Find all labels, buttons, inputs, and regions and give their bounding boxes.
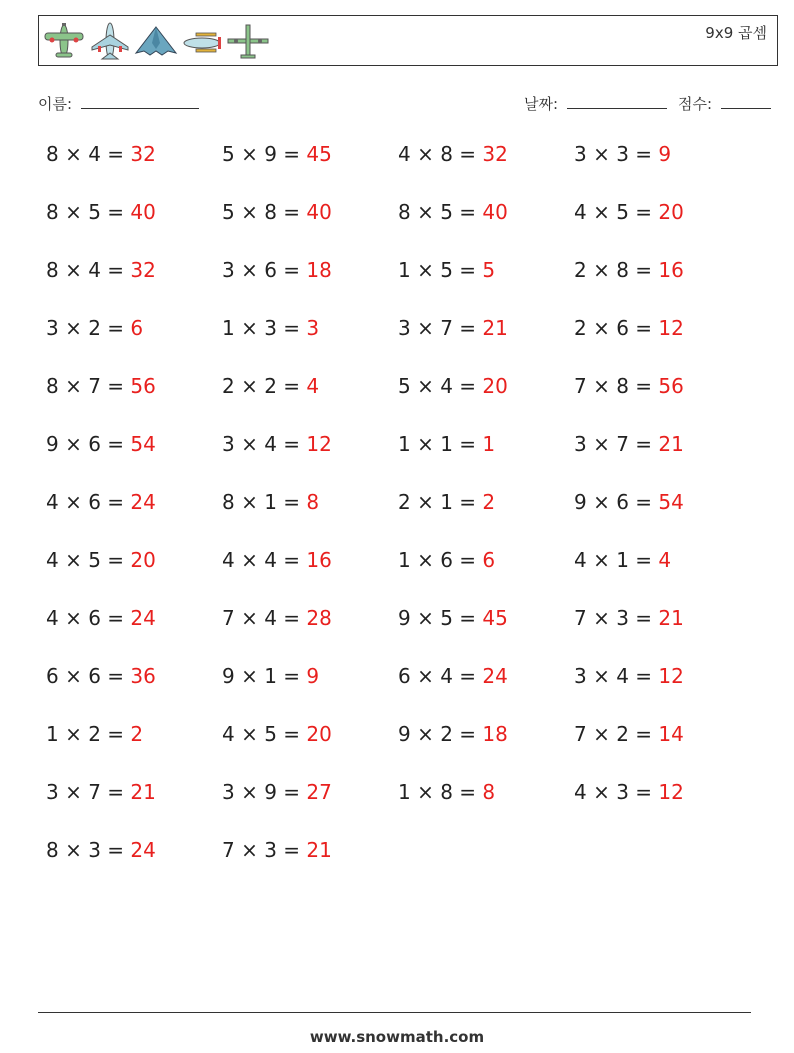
problem-answer: 54 — [130, 432, 156, 456]
problem-answer: 32 — [482, 142, 508, 166]
problem-answer: 16 — [658, 258, 684, 282]
problem-answer: 28 — [306, 606, 332, 630]
problem-answer: 6 — [482, 548, 496, 572]
problem-item — [46, 780, 156, 804]
problem-item — [222, 200, 332, 224]
problem-item — [574, 780, 684, 804]
problem-answer: 45 — [482, 606, 508, 630]
problem-question: 4 × 5 = — [46, 548, 131, 572]
problem-answer: 18 — [306, 258, 332, 282]
score-blank[interactable] — [721, 93, 771, 109]
problem-answer: 20 — [658, 200, 684, 224]
problem-question: 5 × 4 = — [398, 374, 483, 398]
problem-question: 3 × 7 = — [398, 316, 483, 340]
problem-question: 3 × 3 = — [574, 142, 659, 166]
problem-answer: 3 — [306, 316, 320, 340]
problem-item — [574, 258, 684, 282]
problem-answer: 12 — [306, 432, 332, 456]
problem-question: 9 × 5 = — [398, 606, 483, 630]
green-propeller-plane-icon — [42, 19, 86, 63]
footer-divider — [38, 1012, 751, 1013]
problem-question: 1 × 2 = — [46, 722, 131, 746]
problem-answer: 24 — [482, 664, 508, 688]
problem-item — [222, 780, 332, 804]
problem-question: 7 × 3 = — [574, 606, 659, 630]
problem-answer: 40 — [130, 200, 156, 224]
problem-question: 2 × 8 = — [574, 258, 659, 282]
problem-answer: 2 — [482, 490, 496, 514]
problem-answer: 54 — [658, 490, 684, 514]
problem-item — [574, 664, 684, 688]
problem-item — [574, 722, 684, 746]
date-label: 날짜: — [524, 95, 559, 113]
problem-answer: 4 — [306, 374, 320, 398]
name-blank[interactable] — [81, 93, 199, 109]
problem-item — [222, 606, 332, 630]
score-label: 점수: — [678, 95, 713, 113]
problem-question: 7 × 4 = — [222, 606, 307, 630]
problem-answer: 8 — [482, 780, 496, 804]
problem-answer: 12 — [658, 316, 684, 340]
problem-answer: 27 — [306, 780, 332, 804]
problem-item — [222, 432, 332, 456]
problem-item — [398, 142, 508, 166]
problem-item — [398, 548, 495, 572]
problem-question: 7 × 2 = — [574, 722, 659, 746]
problem-item — [574, 606, 684, 630]
problem-question: 4 × 6 = — [46, 606, 131, 630]
plane-icons-row — [42, 19, 270, 63]
problem-question: 8 × 5 = — [46, 200, 131, 224]
problem-item — [398, 780, 495, 804]
problem-question: 8 × 1 = — [222, 490, 307, 514]
problem-question: 4 × 5 = — [574, 200, 659, 224]
problem-question: 8 × 4 = — [46, 142, 131, 166]
problem-item — [46, 374, 156, 398]
problem-question: 3 × 6 = — [222, 258, 307, 282]
problem-question: 8 × 4 = — [46, 258, 131, 282]
problem-answer: 21 — [482, 316, 508, 340]
footer-url: www.snowmath.com — [309, 1028, 485, 1046]
problem-item — [46, 200, 156, 224]
problem-question: 4 × 6 = — [46, 490, 131, 514]
problem-item — [222, 838, 332, 862]
problem-answer: 16 — [306, 548, 332, 572]
problem-item — [398, 606, 508, 630]
problem-answer: 20 — [306, 722, 332, 746]
date-field[interactable] — [524, 93, 667, 114]
problem-item — [46, 722, 143, 746]
problem-question: 5 × 9 = — [222, 142, 307, 166]
problem-question: 3 × 9 = — [222, 780, 307, 804]
problem-item — [46, 316, 143, 340]
problem-item — [222, 316, 319, 340]
problem-item — [398, 258, 495, 282]
problem-answer: 32 — [130, 258, 156, 282]
problem-answer: 4 — [658, 548, 672, 572]
problem-question: 9 × 1 = — [222, 664, 307, 688]
problem-answer: 6 — [130, 316, 144, 340]
problem-question: 2 × 1 = — [398, 490, 483, 514]
problem-item — [46, 664, 156, 688]
problem-item — [398, 316, 508, 340]
problem-item — [398, 722, 508, 746]
problem-answer: 24 — [130, 838, 156, 862]
problem-question: 1 × 1 = — [398, 432, 483, 456]
problem-item — [574, 490, 684, 514]
problem-item — [398, 490, 495, 514]
problem-answer: 9 — [306, 664, 320, 688]
problem-answer: 12 — [658, 780, 684, 804]
problem-answer: 14 — [658, 722, 684, 746]
green-plane-icon — [226, 19, 270, 63]
name-label: 이름: — [38, 95, 73, 113]
problem-question: 4 × 4 = — [222, 548, 307, 572]
biplane-icon — [180, 19, 224, 63]
name-field[interactable] — [38, 93, 199, 114]
worksheet-title: 9x9 곱셈 — [705, 24, 767, 42]
problem-question: 7 × 8 = — [574, 374, 659, 398]
problem-item — [574, 316, 684, 340]
problem-answer: 21 — [306, 838, 332, 862]
problem-item — [222, 722, 332, 746]
problem-answer: 20 — [482, 374, 508, 398]
problem-question: 1 × 8 = — [398, 780, 483, 804]
problem-question: 1 × 5 = — [398, 258, 483, 282]
problem-answer: 40 — [306, 200, 332, 224]
problem-item — [222, 664, 319, 688]
problem-answer: 21 — [130, 780, 156, 804]
problem-item — [46, 142, 156, 166]
problem-answer: 9 — [658, 142, 672, 166]
problem-answer: 12 — [658, 664, 684, 688]
problem-question: 3 × 4 = — [574, 664, 659, 688]
problem-item — [222, 374, 319, 398]
problem-question: 2 × 2 = — [222, 374, 307, 398]
problem-question: 8 × 5 = — [398, 200, 483, 224]
problem-question: 3 × 2 = — [46, 316, 131, 340]
problem-item — [574, 374, 684, 398]
problem-answer: 8 — [306, 490, 320, 514]
problem-question: 4 × 3 = — [574, 780, 659, 804]
problem-answer: 45 — [306, 142, 332, 166]
problem-item — [46, 432, 156, 456]
problem-question: 3 × 7 = — [46, 780, 131, 804]
problem-question: 1 × 3 = — [222, 316, 307, 340]
problem-answer: 2 — [130, 722, 144, 746]
problem-item — [574, 200, 684, 224]
problem-question: 1 × 6 = — [398, 548, 483, 572]
problem-answer: 56 — [658, 374, 684, 398]
problem-item — [222, 548, 332, 572]
score-field[interactable] — [678, 93, 771, 114]
problem-item — [222, 258, 332, 282]
problem-item — [222, 142, 332, 166]
problem-answer: 20 — [130, 548, 156, 572]
problem-question: 9 × 2 = — [398, 722, 483, 746]
problem-question: 2 × 6 = — [574, 316, 659, 340]
problem-answer: 24 — [130, 490, 156, 514]
problem-question: 5 × 8 = — [222, 200, 307, 224]
problem-item — [46, 838, 156, 862]
problem-item — [398, 432, 495, 456]
problem-answer: 24 — [130, 606, 156, 630]
problem-answer: 36 — [130, 664, 156, 688]
problem-question: 3 × 4 = — [222, 432, 307, 456]
worksheet-header — [38, 15, 778, 66]
problem-item — [574, 142, 671, 166]
problem-answer: 21 — [658, 432, 684, 456]
problem-answer: 5 — [482, 258, 496, 282]
problem-answer: 21 — [658, 606, 684, 630]
problem-item — [46, 490, 156, 514]
problem-answer: 56 — [130, 374, 156, 398]
problem-item — [222, 490, 319, 514]
problem-question: 8 × 7 = — [46, 374, 131, 398]
problem-item — [46, 606, 156, 630]
problem-answer: 40 — [482, 200, 508, 224]
problem-item — [574, 548, 671, 572]
blue-jet-plane-icon — [88, 19, 132, 63]
problem-answer: 32 — [130, 142, 156, 166]
problem-item — [46, 258, 156, 282]
problem-item — [398, 664, 508, 688]
problem-question: 8 × 3 = — [46, 838, 131, 862]
problem-item — [46, 548, 156, 572]
problem-question: 4 × 1 = — [574, 548, 659, 572]
problem-question: 3 × 7 = — [574, 432, 659, 456]
date-blank[interactable] — [567, 93, 667, 109]
problem-item — [398, 374, 508, 398]
problem-answer: 1 — [482, 432, 496, 456]
problem-question: 6 × 4 = — [398, 664, 483, 688]
problem-question: 4 × 5 = — [222, 722, 307, 746]
problem-item — [398, 200, 508, 224]
problem-question: 9 × 6 = — [574, 490, 659, 514]
problem-question: 7 × 3 = — [222, 838, 307, 862]
stealth-bomber-icon — [134, 19, 178, 63]
problem-question: 4 × 8 = — [398, 142, 483, 166]
problem-question: 6 × 6 = — [46, 664, 131, 688]
problem-question: 9 × 6 = — [46, 432, 131, 456]
problem-answer: 18 — [482, 722, 508, 746]
problem-item — [574, 432, 684, 456]
